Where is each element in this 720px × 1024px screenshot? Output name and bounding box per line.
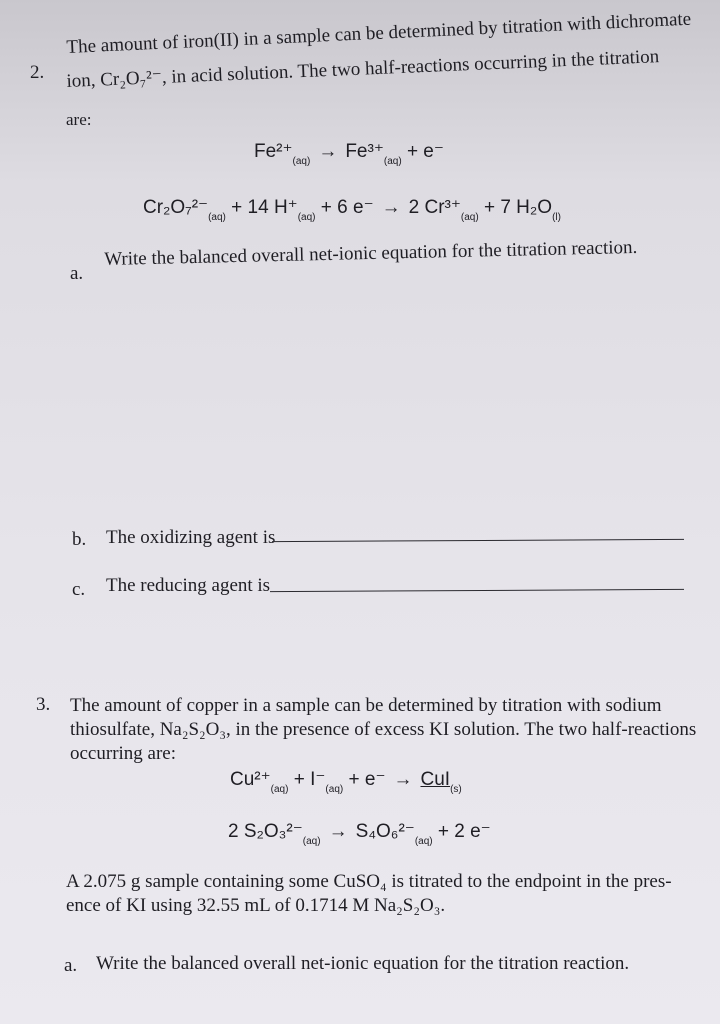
q2-h1-arrow: → (318, 141, 338, 162)
q2-part-b-text: The oxidizing agent is (106, 527, 276, 548)
question-3-number: 3. (36, 694, 51, 715)
q3-sample-line-2: ence of KI using 32.55 mL of 0.1714 M Na₂S₂O₃. (66, 895, 446, 916)
q2-part-a-text: Write the balanced overall net-ionic equation for the titration reaction. (104, 236, 638, 270)
q3-h1-copper-iodide-state: (s) (450, 784, 462, 795)
question-3-intro-line-3: occurring are: (70, 743, 177, 764)
q2-h2-hydrogen-state: (aq) (297, 212, 316, 223)
q3-h1-copper: Cu²⁺ (230, 769, 271, 790)
q3-h1-copper-iodide: CuI (420, 769, 451, 790)
q2-half-reaction-1 (254, 140, 444, 167)
q2-part-c-text: The reducing agent is (106, 575, 271, 596)
q2-h2-arrow: → (381, 197, 401, 218)
q3-h2-arrow: → (328, 821, 348, 842)
q2-part-b-label: b. (72, 529, 87, 550)
q3-h1-iodide: + I⁻ (293, 769, 326, 790)
q3-sample-line-1: A 2.075 g sample containing some CuSO₄ is titrated to the endpoint in the pres- (66, 871, 672, 892)
q3-h1-copper-state: (aq) (270, 784, 289, 795)
q2-h2-chromium: 2 Cr³⁺ (408, 197, 461, 218)
question-2-intro-line-2: ion, Cr₂O₇²⁻, in acid solution. The two half-reactions occurring in the titration (66, 46, 660, 92)
question-3-intro-line-1: The amount of copper in a sample can be determined by titration with sodium (70, 695, 662, 716)
q2-h1-electron: + e⁻ (406, 141, 444, 162)
q3-h1-electron: + e⁻ (348, 769, 386, 790)
q2-h2-electrons: + 6 e⁻ (320, 197, 374, 218)
q3-half-reaction-2 (228, 820, 491, 847)
question-2-intro-line-3: are: (66, 110, 92, 129)
q2-h2-dichromate: Cr₂O₇²⁻ (143, 197, 209, 218)
q2-h1-product-state: (aq) (383, 156, 402, 167)
q2-h2-water: + 7 H₂O (483, 197, 553, 218)
q2-oxidizing-agent-answer-line[interactable] (272, 539, 684, 542)
question-2-intro-line-1: The amount of iron(II) in a sample can be determined by titration with dichromate (66, 8, 692, 58)
q2-part-a-label: a. (70, 263, 84, 284)
q3-h2-tetrathionate-state: (aq) (414, 836, 433, 847)
q3-h2-thiosulfate-state: (aq) (302, 836, 321, 847)
q2-h1-reactant: Fe²⁺ (254, 141, 293, 162)
q3-part-a-label: a. (64, 955, 78, 976)
q2-h1-reactant-state: (aq) (292, 156, 311, 167)
q3-h2-tetrathionate: S₄O₆²⁻ (355, 821, 415, 842)
q2-h2-dichromate-state: (aq) (208, 212, 226, 223)
q3-h2-electrons: + 2 e⁻ (437, 821, 491, 842)
q2-h2-chromium-state: (aq) (460, 212, 479, 223)
q3-h2-thiosulfate: 2 S₂O₃²⁻ (228, 821, 303, 842)
q2-h2-water-state: (l) (552, 212, 561, 223)
q2-h1-product: Fe³⁺ (345, 141, 384, 162)
q2-reducing-agent-answer-line[interactable] (270, 589, 684, 592)
q3-h1-arrow: → (393, 769, 413, 790)
question-2-number: 2. (30, 62, 45, 83)
q3-part-a-text: Write the balanced overall net-ionic equation for the titration reaction. (96, 953, 630, 974)
q2-h2-hydrogen: + 14 H⁺ (231, 197, 298, 218)
q2-half-reaction-2 (143, 196, 561, 223)
q3-h1-iodide-state: (aq) (325, 784, 344, 795)
question-3-intro-line-2: thiosulfate, Na₂S₂O₃, in the presence of excess KI solution. The two half-reactions (70, 719, 697, 740)
q3-half-reaction-1 (230, 768, 462, 795)
q2-part-c-label: c. (72, 579, 86, 600)
